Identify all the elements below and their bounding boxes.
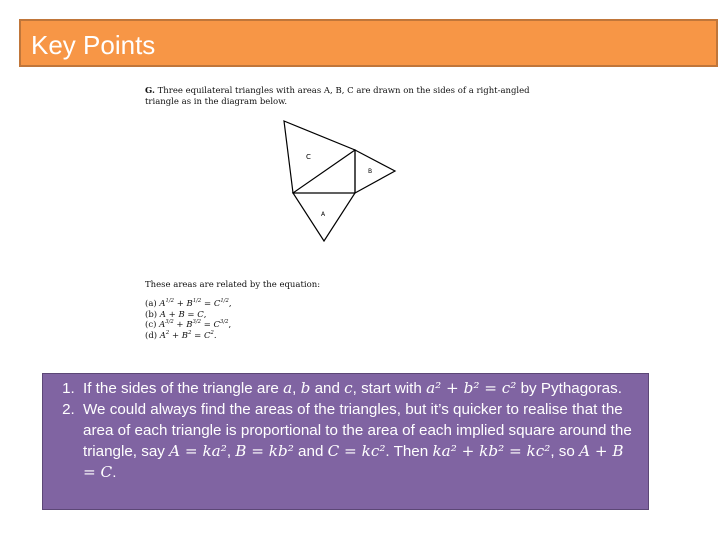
option-d: (d) $A^2 + B^2 = C^2$. [145, 329, 217, 341]
option-a: (a) $A^{1/2} + B^{1/2} = C^{1/2}$, [145, 298, 232, 309]
triangle-diagram [280, 118, 410, 246]
triangle-c-outline [284, 121, 355, 193]
answer-options [145, 299, 232, 341]
label-b: B [368, 168, 373, 175]
solution-box [42, 373, 649, 510]
slide-title: Key Points [31, 30, 156, 60]
solution-step-2: 2. We could always find the areas of the triangles, but it’s quicker to realise that the area of each triangle is proportional to the area of each implied square around the triangle, say A = ka², B = kb² and C = kc². Then ka² + kb² = kc², so A + B = C. [79, 399, 636, 483]
option-b: (b) A + B = C, [145, 309, 207, 320]
label-c: C [306, 153, 311, 161]
problem-line-2: triangle as in the diagram below. [145, 97, 288, 107]
problem-line-1: Three equilateral triangles with areas A, B, C are drawn on the sides of a right-angled [157, 86, 530, 96]
equation-intro: These areas are related by the equation: [145, 280, 321, 290]
problem-statement [145, 86, 565, 108]
solution-step-1: 1. If the sides of the triangle are a, b and c, start with a² + b² = c² by Pythagoras. [79, 378, 636, 399]
title-bar [19, 19, 718, 67]
label-a: A [321, 211, 326, 218]
problem-label: G. [145, 86, 155, 96]
triangle-b-outline [355, 150, 395, 193]
option-c: (c) $A^{3/2} + B^{3/2} = C^{3/2}$, [145, 319, 232, 330]
